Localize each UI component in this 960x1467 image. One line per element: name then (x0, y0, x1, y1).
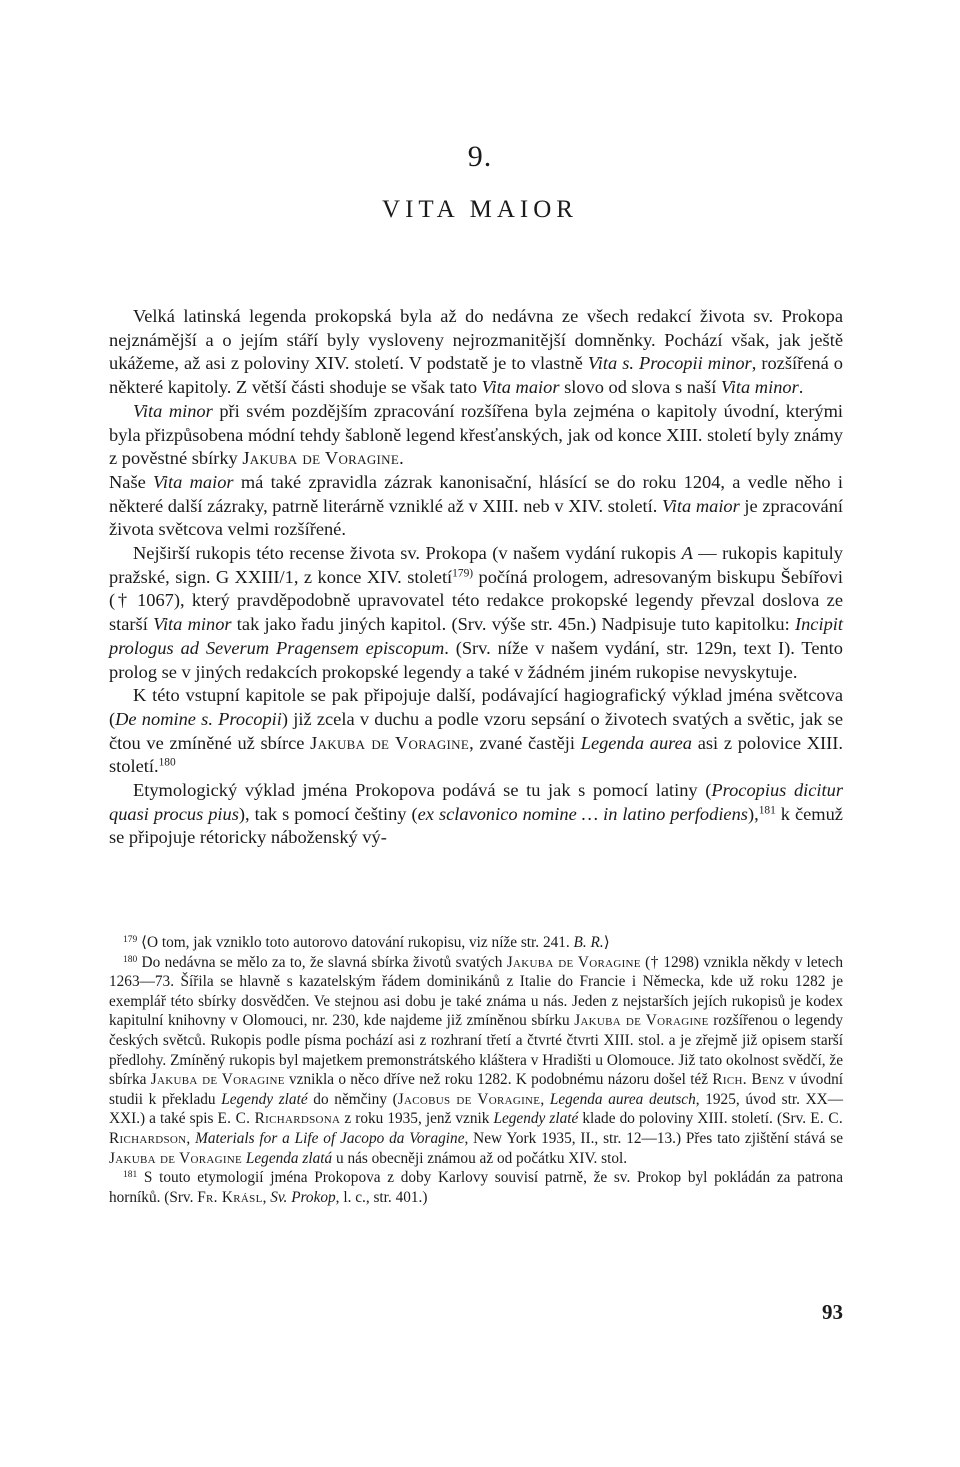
footnote-ref-180[interactable]: 180 (158, 757, 176, 770)
footnote-179: $^{179}$ ⟨O tom, jak vzniklo toto autorovo datování rukopisu, viz níže str. 241. B. R.⟩ (123, 934, 610, 951)
chapter-title: VITA MAIOR (382, 196, 578, 223)
paragraph-2: Vita minor při svém pozdějším zpracování rozšířena byla zejména o kapitoly úvodní, kterými byla přizpůsobena módní tehdy šabloně legend křesťanských, jak od konce XIII. století byly známy z pověstné sbírky Jakuba de Voragine. (109, 400, 844, 469)
footnote-ref-179[interactable]: 179) (452, 567, 474, 580)
chapter-number: 9. (467, 140, 493, 173)
paragraph-3: Naše Vita maior má také zpravidla zázrak kanonisační, hlásící se do roku 1204, a vedle něho i některé další zázraky, patrně literárně vzniklé až v XIII. neb v XIV. století. Vita maior je zpracování života světcova velmi rozšířené. (109, 471, 843, 540)
paragraph-1: Velká latinská legenda prokopská byla až do nedávna ze všech redakcí života sv. Prokopa nejznámější a o jejím stáří byly vysloveny nejrozmanitější domněnky. Pochází však, jak ještě ukážeme, až asi z poloviny XIV. století. V podstatě je to vlastně Vita s. Procopii minor, rozšířená o některé kapitoly. Z větší části shoduje se však tato Vita maior slovo od slova s naší Vita minor. (109, 306, 843, 398)
paragraph-5: K této vstupní kapitole se pak připojuje další, podávající hagiografický výklad jména světcova (De nomine s. Procopii) již zcela v duchu a podle vzoru sepsání o životech svatých a světic, jak se čtou ve zmíněné už sbírce Jakuba de Voragine, zvané častěji Legenda aurea asi z polovice XIII. století.$^{180}$ (109, 685, 844, 777)
footnote-ref-181[interactable]: 181 (758, 804, 776, 817)
footnotes (109, 933, 843, 1207)
page-number: 93 (822, 1300, 843, 1324)
paragraph-6: Etymologický výklad jména Prokopova podává se tu jak s pomocí latiny (Procopius dicitur quasi procus pius), tak s pomocí češtiny (ex sclavonico nomine … in latino perfodiens),$^{181}$ k čemuž se připojuje rétoricky náboženský vý- (109, 780, 843, 848)
footnote-180: $^{180}$ Do nedávna se mělo za to, že slavná sbírka životů svatých Jakuba de Voragine († 1298) vznikla někdy v letech 1263—73. Šířila se hlavně s kazatelským řádem dominikánů z Italie do Francie i Německa, kde už roku 1282 je exemplář této sbírky dosvědčen. Ve stejnou asi dobu je také známa u nás. Jeden z nejstarších jejích rukopisů je kodex kapitulní knihovny v Olomouci, nr. 230, kde najdeme již zmíněnou sbírku Jakuba de Voragine rozšířenou o legendy českých světců. Rukopis podle písma pochází asi z rozhraní třetí a čtvrté čtvrti XIII. stol. a je zřejmě již opisem starší předlohy. Zmíněný rukopis byl majetkem premonstrátského kláštera v Hradišti u Olomouce. Již tato okolnost svědčí, že sbírka Jakuba de Voragine vznikla o něco dříve než roku 1282. K podobnému názoru došel též Rich. Benz v úvodní studii k překladu Legendy zlaté do němčiny (Jacobus de Voragine, Legenda aurea deutsch, 1925, úvod str. XX—XXI.) a také spis E. C. Richardsona z roku 1935, jenž vznik Legendy zlaté klade do poloviny XIII. století. (Srv. E. C. Richardson, Materials for a Life of Jacopo da Voragine, New York 1935, II., str. 12—13.) Přes tato zjištění stává se Jakuba de Voragine Legenda zlatá u nás obecněji známou až od počátku XIV. stol. (109, 953, 844, 1167)
footnote-181: $^{181}$ S touto etymologií jména Prokopova z doby Karlovy souvisí patrně, že sv. Prokop byl pokládán za patrona horníků. (Srv. Fr. Krásl, Sv. Prokop, l. c., str. 401.) (109, 1169, 843, 1206)
paragraph-4: Nejširší rukopis této recense života sv. Prokopa (v našem vydání rukopis A — rukopis kapituly pražské, sign. G XXIII/1, z konce XIV. století$^{179)}$ počíná prologem, adresovaným biskupu Šebířovi († 1067), který pravděpodobně upravovatel této redakce prokopské legendy převzal doslova ze starší Vita minor tak jako řadu jiných kapitol. (Srv. výše str. 45n.) Nadpisuje tuto kapitolku: Incipit prologus ad Severum Pragensem episcopum. (Srv. níže v našem vydání, str. 129n, text I). Tento prolog se v jiných redakcích prokopské legendy a také v žádném jiném rukopise nevyskytuje. (109, 543, 843, 682)
main-text (109, 305, 843, 850)
